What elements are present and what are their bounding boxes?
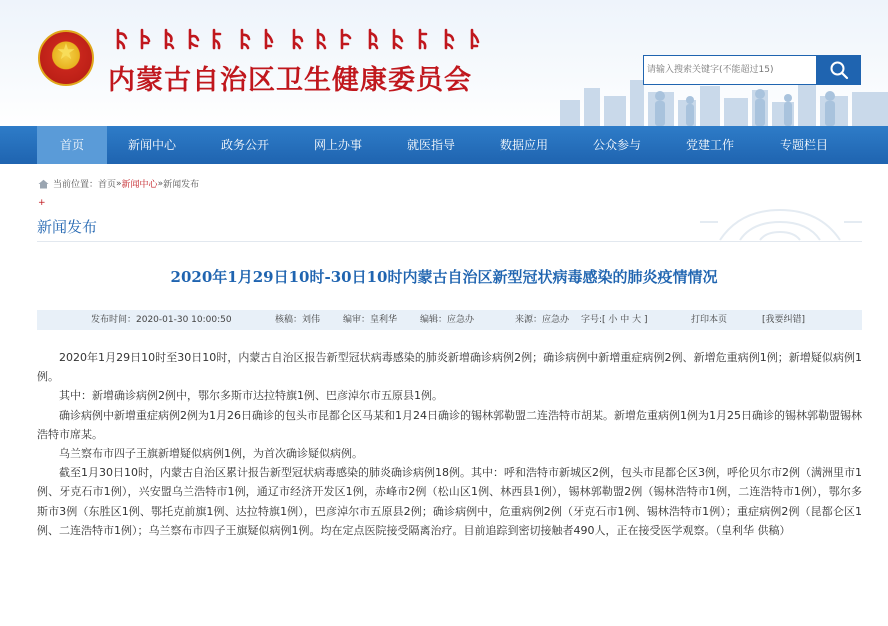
print-button[interactable]: 打印本页 xyxy=(691,315,728,325)
site-title[interactable]: 内蒙古自治区卫生健康委员会 xyxy=(108,65,472,96)
article-meta-bar xyxy=(37,310,862,330)
source: 来源：应急办 xyxy=(515,315,570,325)
proofreader: 核稿：刘伟 xyxy=(275,315,321,325)
editor: 编审：皇利华 xyxy=(343,315,398,325)
nav-item-medical-guide[interactable]: 就医指导 xyxy=(406,138,455,152)
nav-item-topics[interactable]: 专题栏目 xyxy=(779,138,828,152)
article-title: 2020年1月29日10时-30日10时内蒙古自治区新型冠状病毒感染的肺炎疫情情况 xyxy=(170,268,718,286)
breadcrumb-news-center-link[interactable]: 新闻中心 xyxy=(121,180,158,190)
article-paragraph: 2020年1月29日10时至30日10时，内蒙古自治区报告新型冠状病毒感染的肺炎新增确诊病例2例；确诊病例中新增重症病例2例、新增危重病例1例；新增疑似病例1例。 xyxy=(37,351,862,384)
article-paragraph: 截至1月30日10时，内蒙古自治区累计报告新型冠状病毒感染的肺炎确诊病例18例。其中：呼和浩特市新城区2例，包头市昆都仑区3例，呼伦贝尔市2例（满洲里市1例、牙克石市1例），兴安盟乌兰浩特市1例，通辽市经济开发区1例，赤峰市2例（松山区1例、林西县1例），锡林郭勒盟2例（锡林浩特市1例，二连浩特市1例），鄂尔多斯市3例（东胜区1例、鄂托克前旗1例、达拉特旗1例），巴彦淖尔市五原县2例；确诊病例中，危重病例2例（牙克石市1例、锡林浩特市1例）；重症病例2例（昆都仑区1例、二连浩特市1例）；乌兰察布市四子王旗疑似病例1例。均在定点医院接受隔离治疗。目前追踪到密切接触者490人，正在接受医学观察。（皇利华 供稿） xyxy=(37,466,862,537)
breadcrumb-separator: » xyxy=(116,178,122,189)
search-icon xyxy=(829,60,849,80)
home-icon xyxy=(38,179,49,189)
search-button[interactable] xyxy=(816,55,861,85)
nav-item-online-services[interactable]: 网上办事 xyxy=(313,138,362,152)
error-report-link[interactable]: [我要纠错] xyxy=(762,315,806,325)
section-title: 新闻发布 xyxy=(37,218,98,236)
main-nav xyxy=(0,126,888,164)
nav-item-party[interactable]: 党建工作 xyxy=(685,138,734,152)
breadcrumb-prefix: 当前位置： xyxy=(53,180,99,190)
search-box xyxy=(643,55,816,85)
breadcrumb-home-link[interactable]: 首页 xyxy=(98,180,117,190)
nav-item-data[interactable]: 数据应用 xyxy=(499,138,548,152)
nav-item-gov-affairs[interactable]: 政务公开 xyxy=(220,138,269,152)
compiler: 编辑：应急办 xyxy=(420,315,475,325)
article-body xyxy=(37,348,862,540)
breadcrumb-current[interactable]: 新闻发布 xyxy=(163,180,200,190)
national-emblem-icon xyxy=(38,30,94,86)
decorative-pattern xyxy=(700,200,862,242)
mongolian-script-logo xyxy=(112,26,492,52)
article-paragraph: 其中：新增确诊病例2例中，鄂尔多斯市达拉特旗1例、巴彦淖尔市五原县1例。 xyxy=(59,389,443,403)
publish-time: 发布时间：2020-01-30 10:00:50 xyxy=(91,315,232,325)
nav-item-public[interactable]: 公众参与 xyxy=(592,138,641,152)
article-paragraph: 确诊病例中新增重症病例2例为1月26日确诊的包头市昆都仑区马某和1月24日确诊的锡林郭勒盟二连浩特市胡某。新增危重病例1例为1月25日确诊的锡林郭勒盟锡林浩特市席某。 xyxy=(37,408,862,441)
breadcrumb-separator: » xyxy=(157,178,164,189)
font-size-control[interactable]: 字号:[ 小 中 大 ] xyxy=(581,315,648,325)
section-plus-mark: + xyxy=(38,198,46,208)
article-paragraph: 乌兰察布市四子王旗新增疑似病例1例，为首次确诊疑似病例。 xyxy=(59,447,363,461)
nav-item-news[interactable]: 新闻中心 xyxy=(127,138,176,152)
nav-item-home[interactable]: 首页 xyxy=(37,126,107,164)
search-input[interactable] xyxy=(644,56,816,84)
breadcrumb xyxy=(38,177,199,190)
section-divider xyxy=(37,241,862,242)
star-icon: ★ xyxy=(56,39,76,65)
